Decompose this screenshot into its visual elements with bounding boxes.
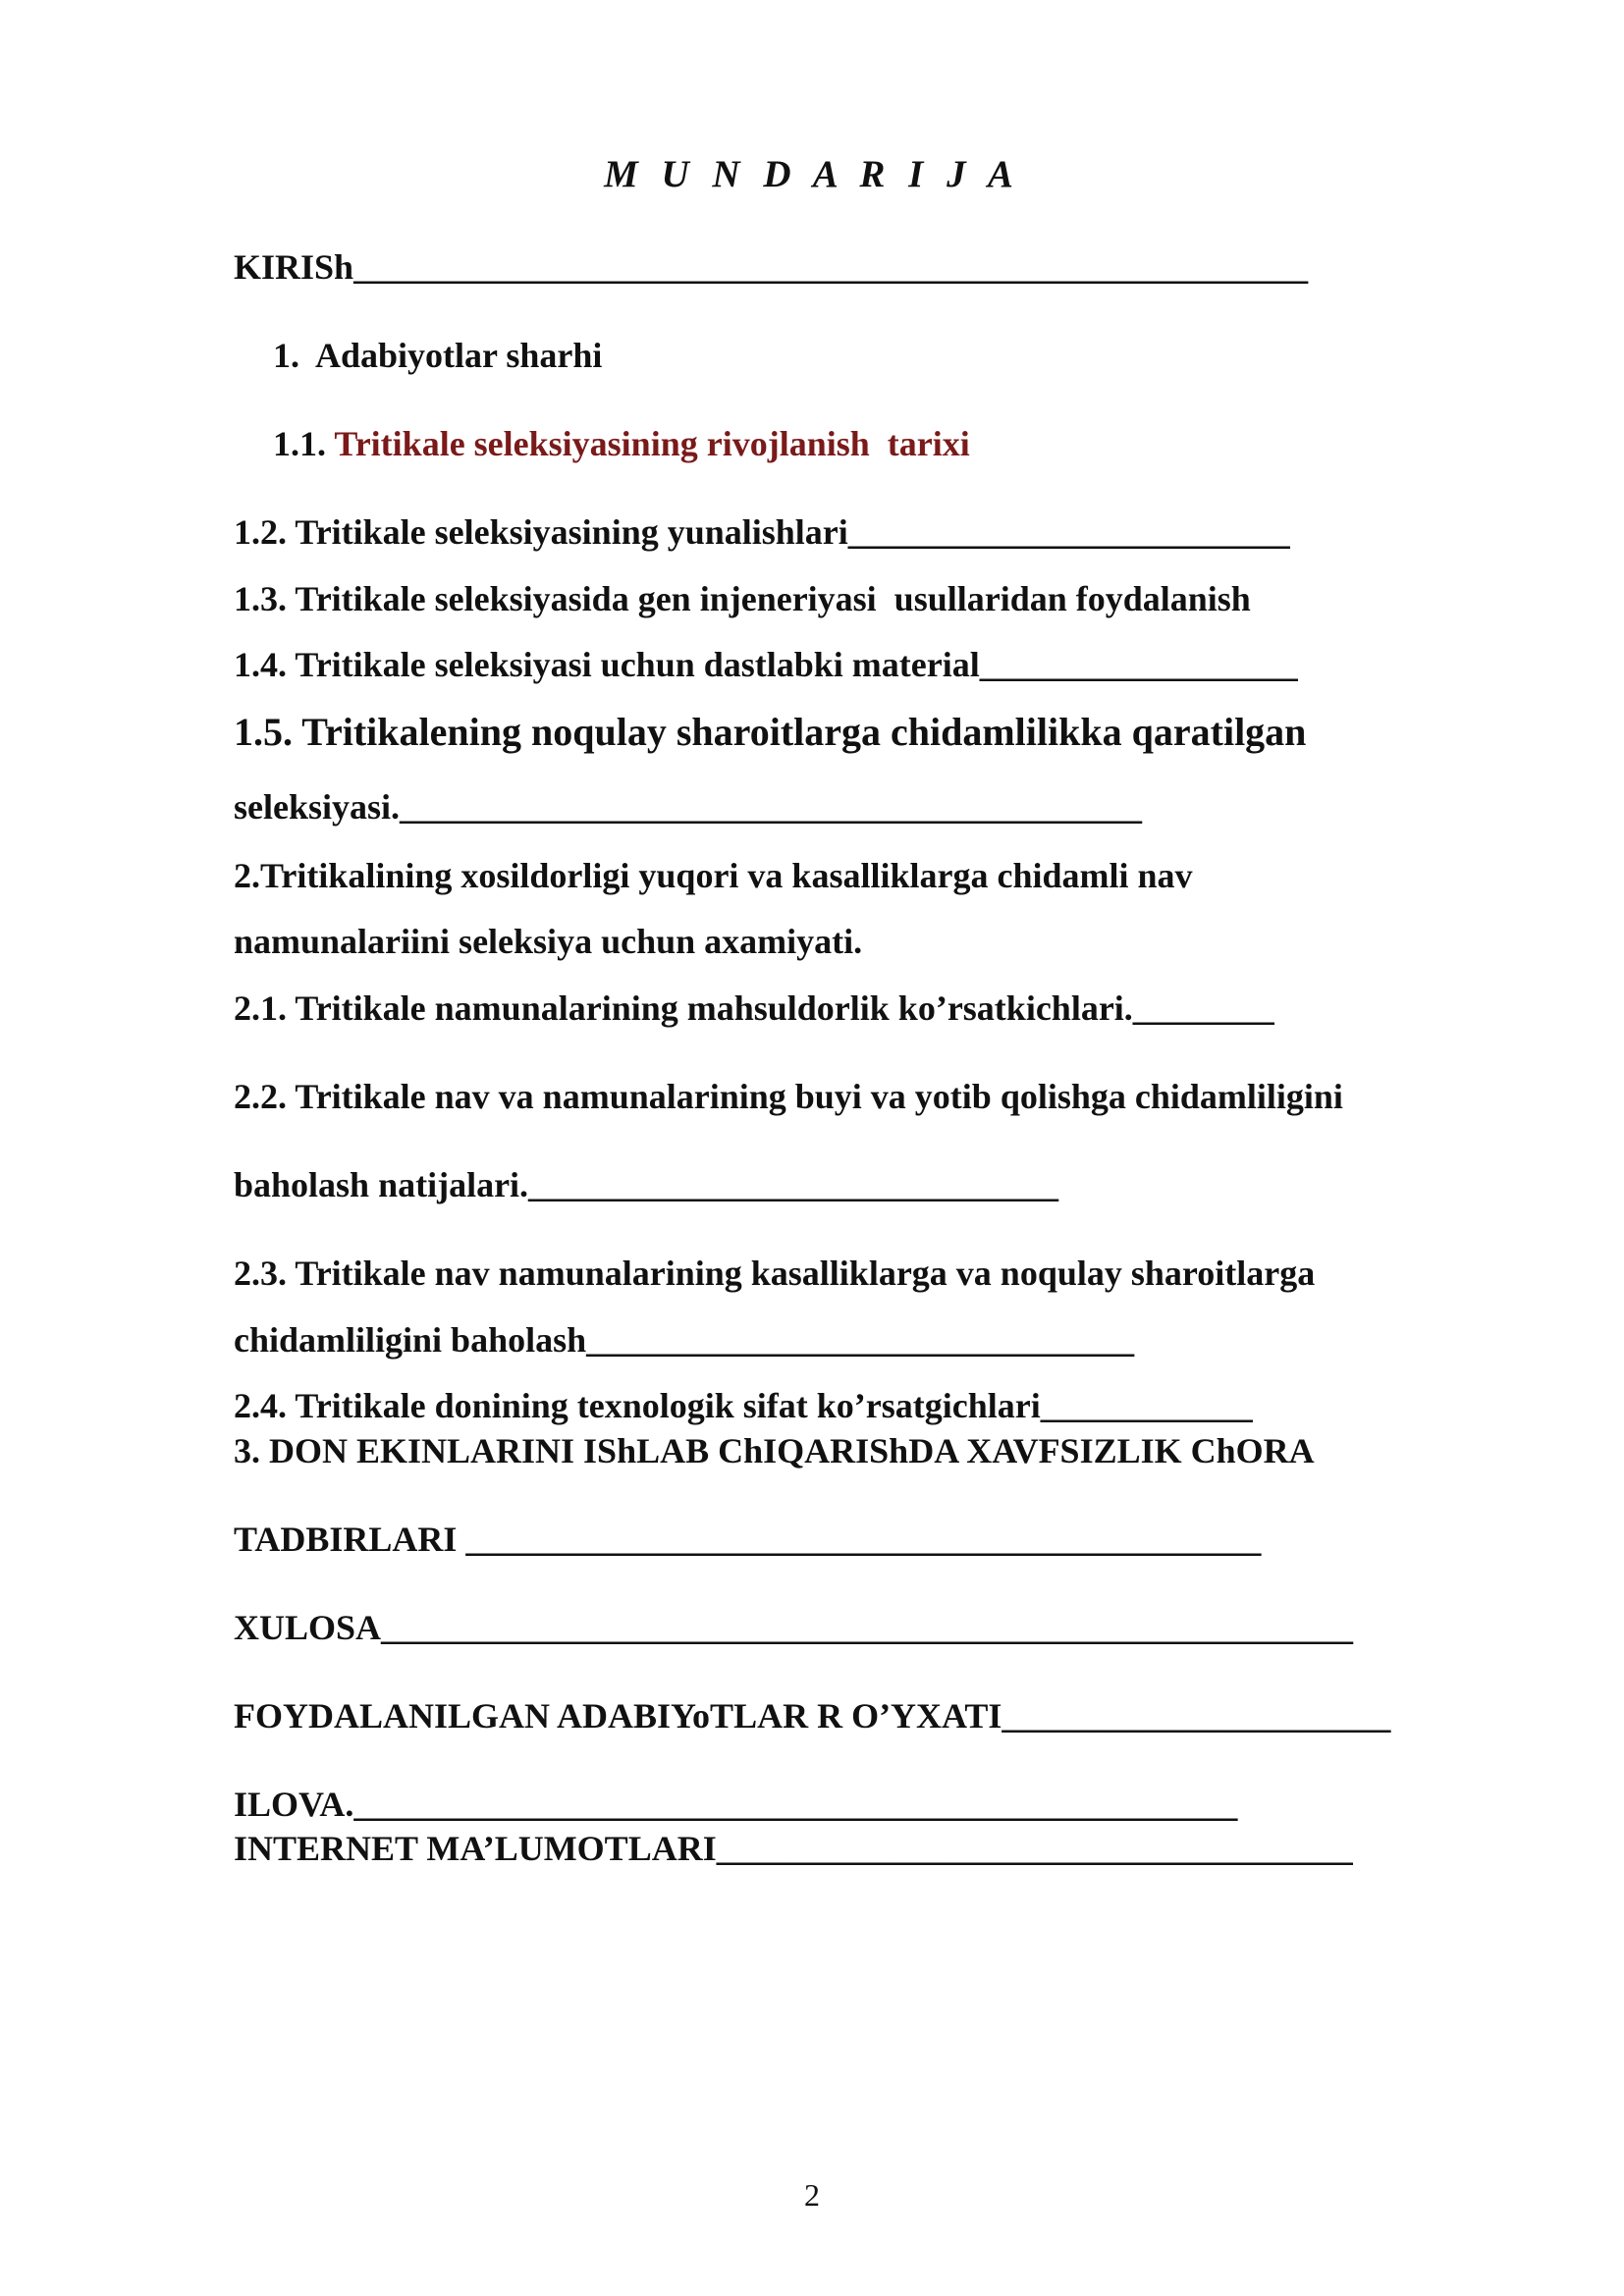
toc-entry-1-3: 1.3. Tritikale seleksiyasida gen injeneriyasi usullaridan foydalanish	[234, 579, 1251, 618]
page-number: 2	[804, 2177, 820, 2213]
toc-entry-number: 1.	[273, 336, 299, 375]
toc-entry-label: Adabiyotlar sharhi	[315, 336, 603, 375]
toc-entry-2-line1: 2.Tritikalining xosildorligi yuqori va kasalliklarga chidamli nav	[234, 856, 1193, 895]
toc-entry-1-5-line2: seleksiyasi.__________________________________________	[234, 787, 1143, 827]
toc-entry-internet: INTERNET MA’LUMOTLARI____________________________________	[234, 1829, 1353, 1868]
toc-entry-kirish: KIRISh______________________________________________________	[234, 247, 1309, 287]
toc-entry-3-line2: TADBIRLARI _____________________________________________	[234, 1520, 1262, 1559]
toc-entry-1-1	[273, 423, 970, 464]
toc-entry-2-3-line1: 2.3. Tritikale nav namunalarining kasalliklarga va noqulay sharoitlarga	[234, 1254, 1316, 1293]
toc-entry-label: Tritikale seleksiyasining rivojlanish tarixi	[334, 424, 970, 463]
toc-entry-2-3-line2: chidamliligini baholash_______________________________	[234, 1320, 1135, 1360]
toc-entry-2-2-line1: 2.2. Tritikale nav va namunalarining buyi va yotib qolishga chidamliligini	[234, 1077, 1343, 1116]
toc-entry-2-line2: namunalariini seleksiya uchun axamiyati.	[234, 922, 863, 961]
toc-entry-ilova: ILOVA.__________________________________________________	[234, 1785, 1238, 1824]
toc-entry-1-2: 1.2. Tritikale seleksiyasining yunalishlari_________________________	[234, 512, 1290, 552]
toc-entry-adabiyotlar: FOYDALANILGAN ADABIYoTLAR R O’YXATI______________________	[234, 1696, 1391, 1735]
toc-entry-1-4: 1.4. Tritikale seleksiyasi uchun dastlabki material__________________	[234, 645, 1298, 684]
toc-entry-number: 1.1.	[273, 424, 326, 463]
toc-entry-chapter-1	[273, 335, 602, 376]
page-title: M U N D A R I J A	[604, 153, 1020, 195]
toc-entry-2-1: 2.1. Tritikale namunalarining mahsuldorlik ko’rsatkichlari.________	[234, 988, 1274, 1028]
toc-entry-xulosa: XULOSA_______________________________________________________	[234, 1608, 1354, 1647]
toc-entry-2-2-line2: baholash natijalari.______________________________	[234, 1165, 1059, 1204]
toc-entry-1-5-line1: 1.5. Tritikalening noqulay sharoitlarga chidamlilikka qaratilgan	[234, 710, 1307, 754]
toc-entry-3-line1: 3. DON EKINLARINI IShLAB ChIQARIShDA XAVFSIZLIK ChORA	[234, 1431, 1315, 1470]
toc-entry-2-4: 2.4. Tritikale donining texnologik sifat ko’rsatgichlari____________	[234, 1386, 1253, 1425]
